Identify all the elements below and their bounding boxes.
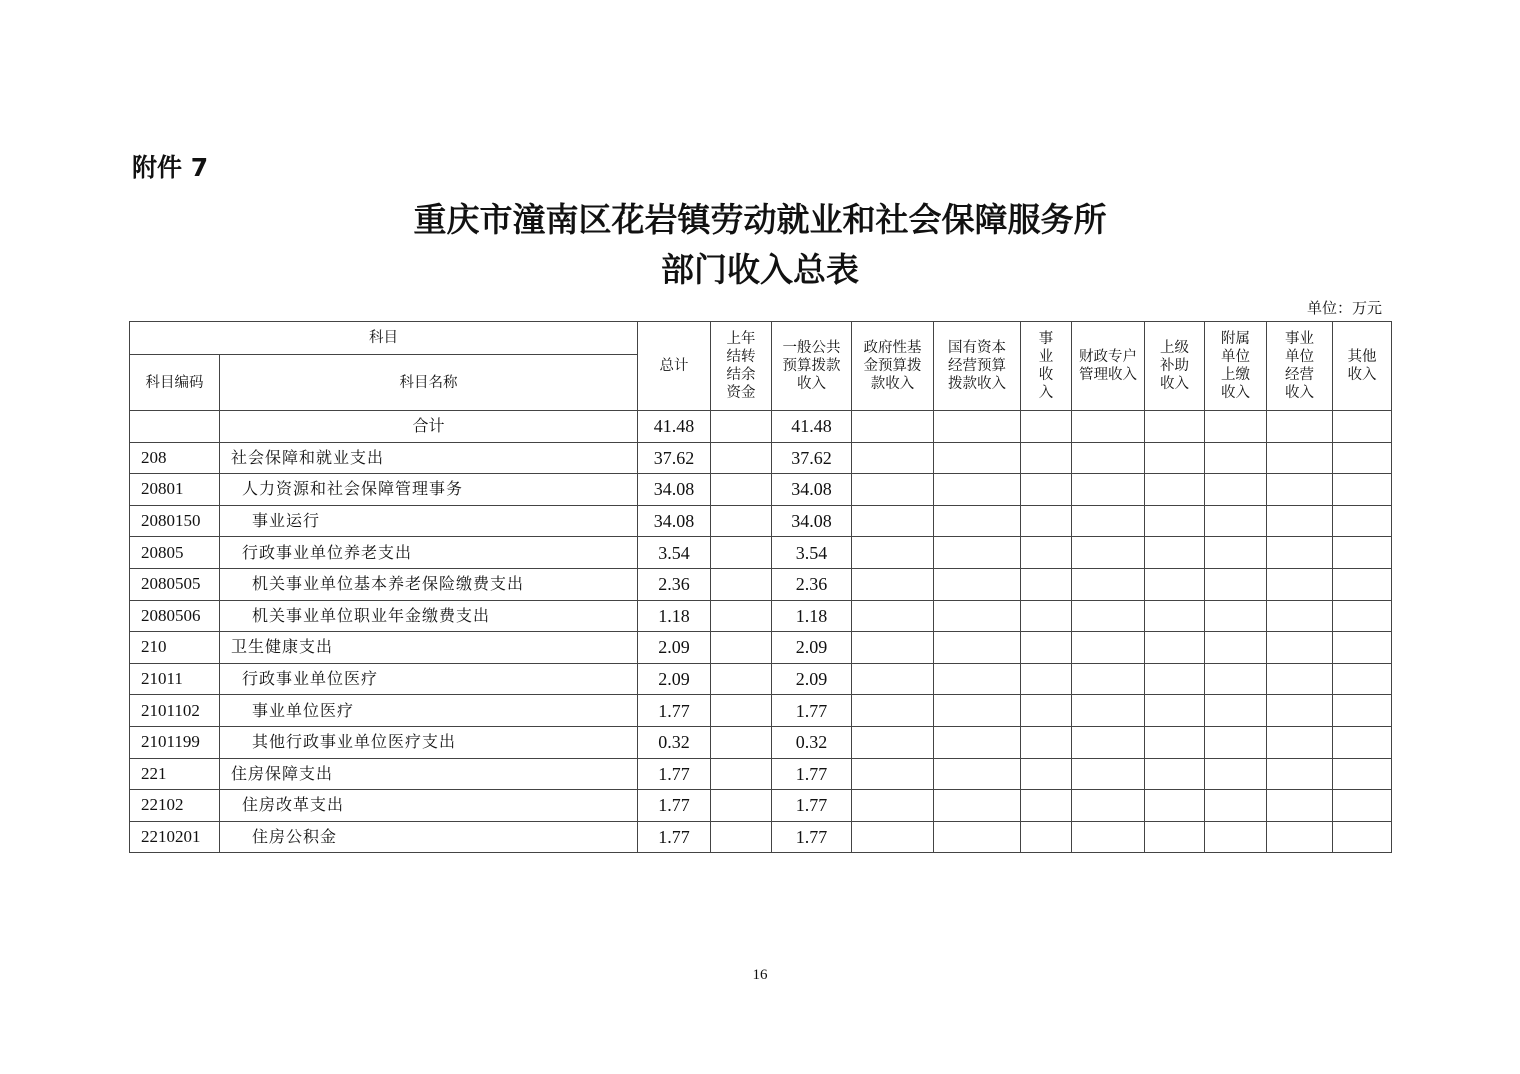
gov-fund-cell [852, 442, 934, 474]
total-cell: 1.77 [638, 695, 711, 727]
business-income-cell [1021, 663, 1072, 695]
state-capital-cell [934, 695, 1021, 727]
other-income-cell [1333, 632, 1392, 664]
affiliated-payment-cell [1205, 600, 1267, 632]
superior-subsidy-cell [1145, 663, 1205, 695]
header-gov-fund: 政府性基金预算拨款收入 [852, 322, 934, 411]
header-prev-balance: 上年结转结余资金 [711, 322, 772, 411]
operating-income-cell [1267, 726, 1333, 758]
other-income-cell [1333, 695, 1392, 727]
general-budget-cell: 1.77 [772, 790, 852, 822]
total-cell: 34.08 [638, 505, 711, 537]
name-cell: 机关事业单位基本养老保险缴费支出 [220, 568, 638, 600]
attachment-label: 附件 7 [132, 153, 209, 182]
code-cell: 2080505 [130, 568, 220, 600]
gov-fund-cell [852, 821, 934, 853]
superior-subsidy-cell [1145, 695, 1205, 727]
superior-subsidy-cell [1145, 537, 1205, 569]
general-budget-cell: 2.36 [772, 568, 852, 600]
total-cell: 1.77 [638, 790, 711, 822]
state-capital-cell [934, 663, 1021, 695]
business-income-cell [1021, 821, 1072, 853]
state-capital-cell [934, 758, 1021, 790]
fiscal-account-cell [1072, 568, 1145, 600]
general-budget-cell: 1.77 [772, 758, 852, 790]
operating-income-cell [1267, 695, 1333, 727]
prev-balance-cell [711, 695, 772, 727]
superior-subsidy-cell [1145, 821, 1205, 853]
prev-balance-cell [711, 537, 772, 569]
total-cell: 2.36 [638, 568, 711, 600]
operating-income-cell [1267, 505, 1333, 537]
table-row [130, 695, 1392, 727]
table-row [130, 505, 1392, 537]
prev-balance-cell [711, 442, 772, 474]
table-row [130, 537, 1392, 569]
operating-income-cell [1267, 790, 1333, 822]
general-budget-cell: 1.18 [772, 600, 852, 632]
general-budget-cell: 1.77 [772, 695, 852, 727]
total-cell: 1.77 [638, 821, 711, 853]
affiliated-payment-cell [1205, 790, 1267, 822]
fiscal-account-cell [1072, 600, 1145, 632]
header-fiscal-account: 财政专户管理收入 [1072, 322, 1145, 411]
other-income-cell [1333, 663, 1392, 695]
business-income-cell [1021, 442, 1072, 474]
table-row [130, 600, 1392, 632]
total-cell: 3.54 [638, 537, 711, 569]
operating-income-cell [1267, 600, 1333, 632]
business-income-cell [1021, 537, 1072, 569]
business-income-cell [1021, 695, 1072, 727]
business-income-cell [1021, 790, 1072, 822]
other-income-cell [1333, 726, 1392, 758]
superior-subsidy-cell [1145, 505, 1205, 537]
page-subtitle: 部门收入总表 [661, 250, 859, 289]
affiliated-payment-cell [1205, 474, 1267, 506]
operating-income-cell [1267, 474, 1333, 506]
general-budget-cell: 3.54 [772, 537, 852, 569]
code-cell: 22102 [130, 790, 220, 822]
header-business-income: 事业收入 [1021, 322, 1072, 411]
prev-balance-cell [711, 474, 772, 506]
header-total: 总计 [638, 322, 711, 411]
general-budget-cell: 34.08 [772, 505, 852, 537]
code-cell: 20805 [130, 537, 220, 569]
fiscal-account-cell [1072, 663, 1145, 695]
name-cell: 卫生健康支出 [220, 632, 638, 664]
page-title: 重庆市潼南区花岩镇劳动就业和社会保障服务所 [413, 200, 1107, 239]
total-cell: 2.09 [638, 663, 711, 695]
fiscal-account-cell [1072, 537, 1145, 569]
other-income-cell [1333, 537, 1392, 569]
code-cell: 21011 [130, 663, 220, 695]
fiscal-account-cell [1072, 474, 1145, 506]
other-income-cell [1333, 442, 1392, 474]
operating-income-cell [1267, 442, 1333, 474]
code-cell: 208 [130, 442, 220, 474]
affiliated-payment-cell [1205, 758, 1267, 790]
gov-fund-cell [852, 758, 934, 790]
name-cell: 社会保障和就业支出 [220, 442, 638, 474]
header-affiliated-payment: 附属单位上缴收入 [1205, 322, 1267, 411]
other-income-cell [1333, 568, 1392, 600]
state-capital-cell [934, 726, 1021, 758]
gov-fund-cell [852, 663, 934, 695]
state-capital-cell [934, 442, 1021, 474]
name-cell: 住房公积金 [220, 821, 638, 853]
total-cell: 41.48 [638, 411, 711, 443]
general-budget-cell: 0.32 [772, 726, 852, 758]
header-operating-income: 事业单位经营收入 [1267, 322, 1333, 411]
fiscal-account-cell [1072, 790, 1145, 822]
header-name: 科目名称 [220, 355, 638, 411]
other-income-cell [1333, 758, 1392, 790]
state-capital-cell [934, 600, 1021, 632]
other-income-cell [1333, 790, 1392, 822]
total-row [130, 411, 1392, 443]
code-cell: 20801 [130, 474, 220, 506]
table-row [130, 632, 1392, 664]
gov-fund-cell [852, 474, 934, 506]
prev-balance-cell [711, 568, 772, 600]
table-row [130, 821, 1392, 853]
superior-subsidy-cell [1145, 442, 1205, 474]
superior-subsidy-cell [1145, 474, 1205, 506]
affiliated-payment-cell [1205, 442, 1267, 474]
superior-subsidy-cell [1145, 600, 1205, 632]
prev-balance-cell [711, 758, 772, 790]
state-capital-cell [934, 821, 1021, 853]
fiscal-account-cell [1072, 442, 1145, 474]
general-budget-cell: 37.62 [772, 442, 852, 474]
other-income-cell [1333, 505, 1392, 537]
fiscal-account-cell [1072, 695, 1145, 727]
superior-subsidy-cell [1145, 568, 1205, 600]
prev-balance-cell [711, 663, 772, 695]
header-general-budget: 一般公共预算拨款收入 [772, 322, 852, 411]
other-income-cell [1333, 474, 1392, 506]
total-cell: 2.09 [638, 632, 711, 664]
affiliated-payment-cell [1205, 568, 1267, 600]
gov-fund-cell [852, 695, 934, 727]
operating-income-cell [1267, 632, 1333, 664]
affiliated-payment-cell [1205, 821, 1267, 853]
code-cell: 221 [130, 758, 220, 790]
affiliated-payment-cell [1205, 663, 1267, 695]
header-code: 科目编码 [130, 355, 220, 411]
state-capital-cell [934, 537, 1021, 569]
other-income-cell [1333, 821, 1392, 853]
gov-fund-cell [852, 632, 934, 664]
gov-fund-cell [852, 568, 934, 600]
table-row [130, 726, 1392, 758]
fiscal-account-cell [1072, 726, 1145, 758]
prev-balance-cell [711, 600, 772, 632]
gov-fund-cell [852, 537, 934, 569]
code-cell: 210 [130, 632, 220, 664]
state-capital-cell [934, 474, 1021, 506]
operating-income-cell [1267, 663, 1333, 695]
gov-fund-cell [852, 505, 934, 537]
table-row [130, 442, 1392, 474]
prev-balance-cell [711, 505, 772, 537]
operating-income-cell [1267, 568, 1333, 600]
affiliated-payment-cell [1205, 632, 1267, 664]
other-income-cell [1333, 600, 1392, 632]
superior-subsidy-cell [1145, 790, 1205, 822]
code-cell: 2080150 [130, 505, 220, 537]
name-cell: 人力资源和社会保障管理事务 [220, 474, 638, 506]
affiliated-payment-cell [1205, 505, 1267, 537]
superior-subsidy-cell [1145, 758, 1205, 790]
table-row [130, 758, 1392, 790]
table-row [130, 663, 1392, 695]
table-row [130, 474, 1392, 506]
affiliated-payment-cell [1205, 537, 1267, 569]
business-income-cell [1021, 474, 1072, 506]
prev-balance-cell [711, 726, 772, 758]
total-cell: 1.18 [638, 600, 711, 632]
header-state-capital: 国有资本经营预算拨款收入 [934, 322, 1021, 411]
code-cell: 2210201 [130, 821, 220, 853]
fiscal-account-cell [1072, 505, 1145, 537]
prev-balance-cell [711, 632, 772, 664]
total-cell: 1.77 [638, 758, 711, 790]
fiscal-account-cell [1072, 758, 1145, 790]
state-capital-cell [934, 568, 1021, 600]
affiliated-payment-cell [1205, 695, 1267, 727]
business-income-cell [1021, 505, 1072, 537]
table-row [130, 568, 1392, 600]
header-subject: 科目 [130, 322, 638, 355]
name-cell: 机关事业单位职业年金缴费支出 [220, 600, 638, 632]
name-cell: 其他行政事业单位医疗支出 [220, 726, 638, 758]
name-cell: 事业单位医疗 [220, 695, 638, 727]
operating-income-cell [1267, 758, 1333, 790]
state-capital-cell [934, 505, 1021, 537]
total-cell: 34.08 [638, 474, 711, 506]
business-income-cell [1021, 758, 1072, 790]
superior-subsidy-cell [1145, 632, 1205, 664]
business-income-cell [1021, 632, 1072, 664]
header-superior-subsidy: 上级补助收入 [1145, 322, 1205, 411]
business-income-cell [1021, 726, 1072, 758]
gov-fund-cell [852, 790, 934, 822]
name-cell: 住房改革支出 [220, 790, 638, 822]
income-summary-table [129, 321, 1392, 853]
name-cell: 事业运行 [220, 505, 638, 537]
general-budget-cell: 2.09 [772, 663, 852, 695]
general-budget-cell: 34.08 [772, 474, 852, 506]
code-cell: 2101199 [130, 726, 220, 758]
state-capital-cell [934, 790, 1021, 822]
general-budget-cell: 41.48 [772, 411, 852, 443]
total-cell: 0.32 [638, 726, 711, 758]
operating-income-cell [1267, 821, 1333, 853]
name-cell: 行政事业单位医疗 [220, 663, 638, 695]
operating-income-cell [1267, 537, 1333, 569]
unit-label: 单位：万元 [1306, 299, 1382, 317]
header-other-income: 其他收入 [1333, 322, 1392, 411]
general-budget-cell: 1.77 [772, 821, 852, 853]
gov-fund-cell [852, 600, 934, 632]
name-cell: 住房保障支出 [220, 758, 638, 790]
fiscal-account-cell [1072, 632, 1145, 664]
code-cell: 2080506 [130, 600, 220, 632]
general-budget-cell: 2.09 [772, 632, 852, 664]
table-row [130, 790, 1392, 822]
prev-balance-cell [711, 790, 772, 822]
fiscal-account-cell [1072, 821, 1145, 853]
page-number: 16 [752, 967, 768, 983]
total-label: 合计 [220, 411, 638, 443]
superior-subsidy-cell [1145, 726, 1205, 758]
business-income-cell [1021, 568, 1072, 600]
prev-balance-cell [711, 821, 772, 853]
name-cell: 行政事业单位养老支出 [220, 537, 638, 569]
affiliated-payment-cell [1205, 726, 1267, 758]
code-cell: 2101102 [130, 695, 220, 727]
total-cell: 37.62 [638, 442, 711, 474]
business-income-cell [1021, 600, 1072, 632]
gov-fund-cell [852, 726, 934, 758]
state-capital-cell [934, 632, 1021, 664]
